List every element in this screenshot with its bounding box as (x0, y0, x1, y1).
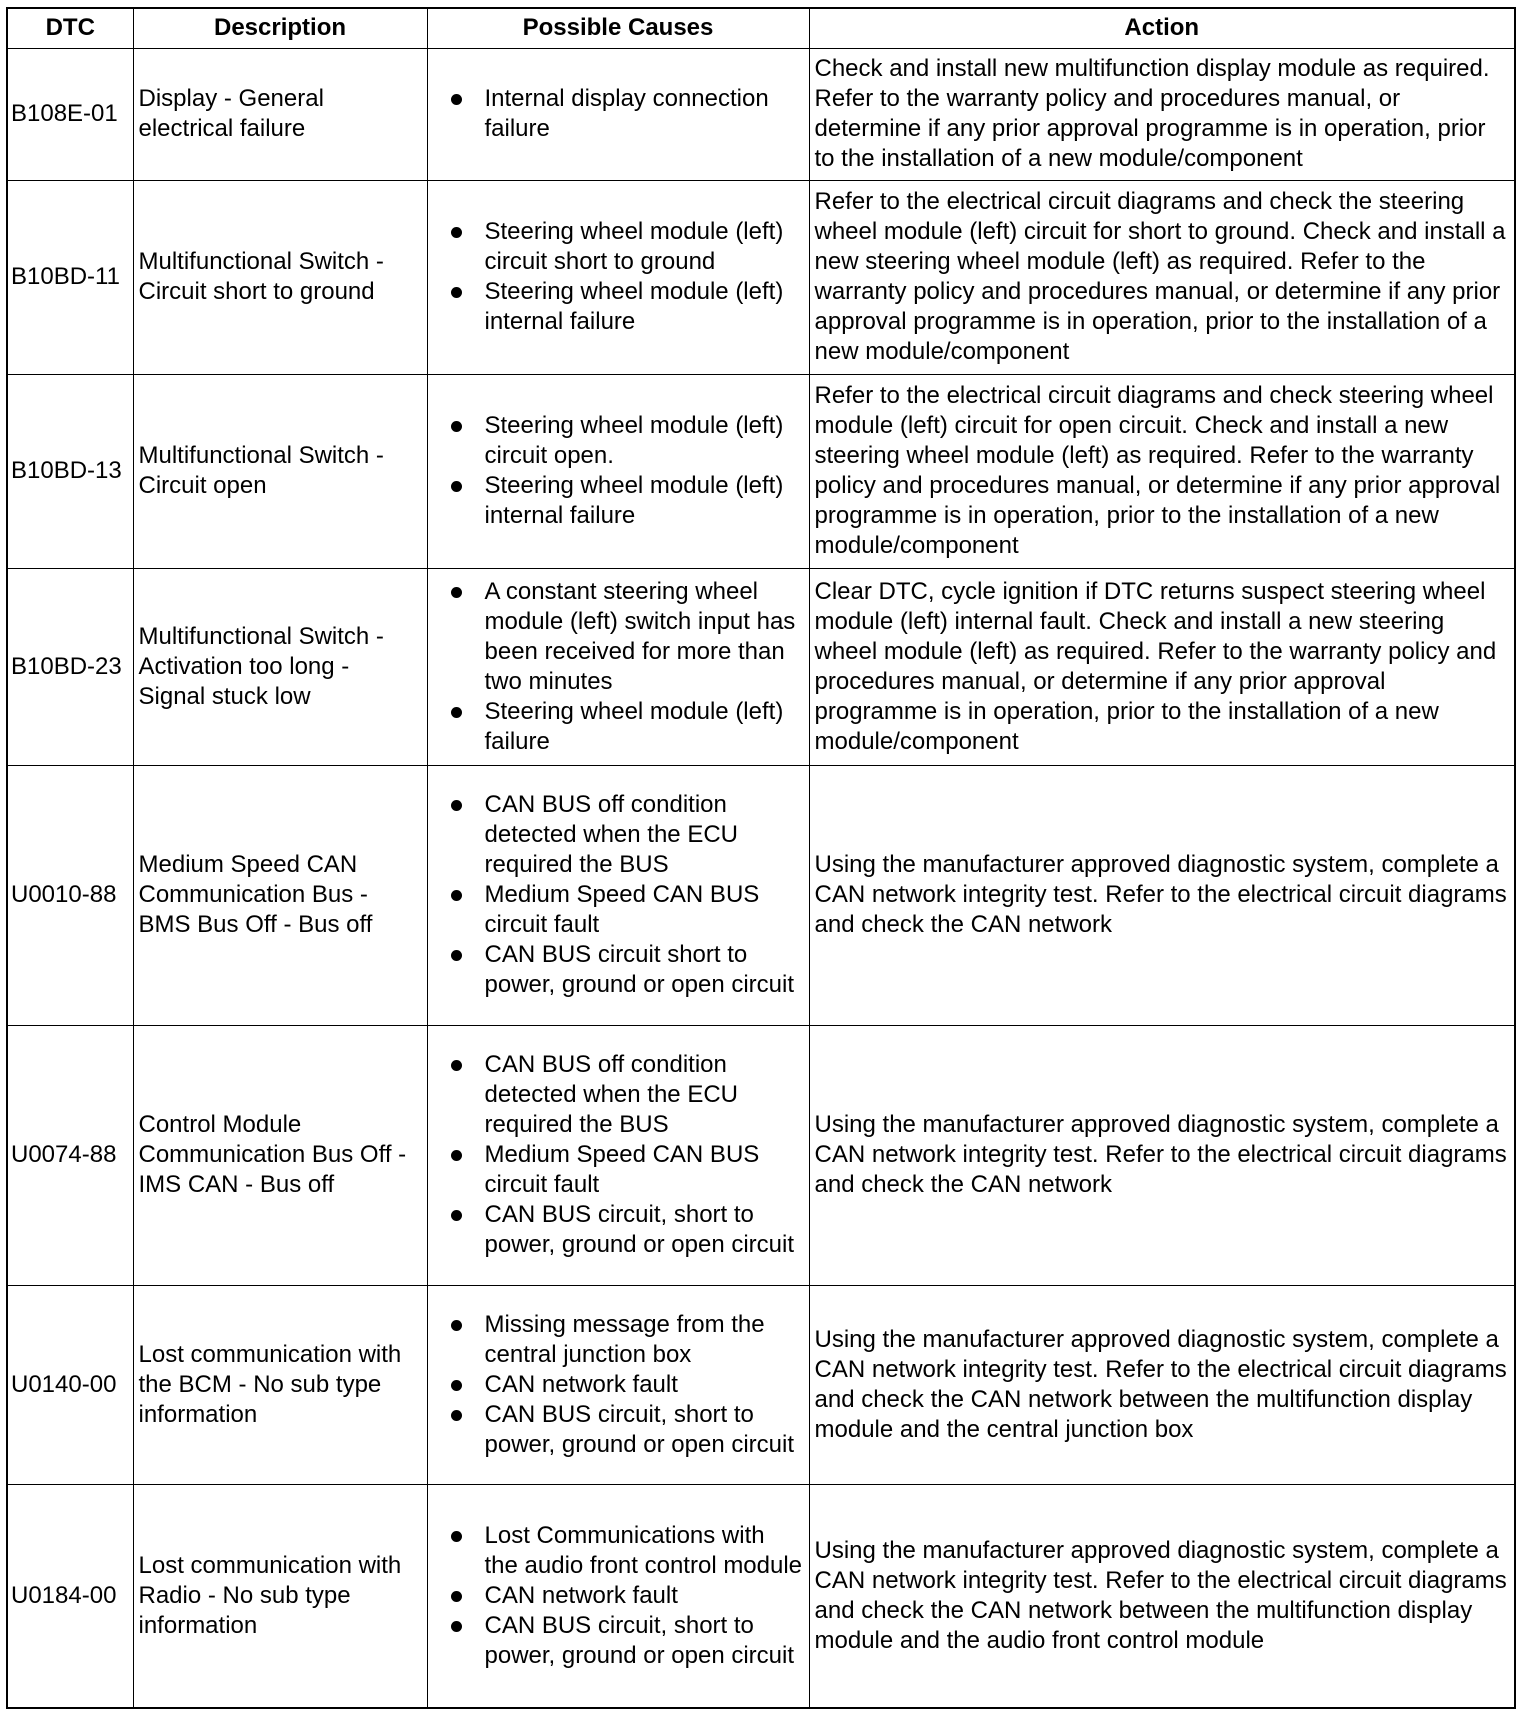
action-cell: Using the manufacturer approved diagnostic system, complete a CAN network integrity test. Refer to the electrical circuit diagrams and check the CAN network between the multifunction display module and the audio front control module (809, 1484, 1515, 1708)
action-cell: Using the manufacturer approved diagnostic system, complete a CAN network integrity test. Refer to the electrical circuit diagrams and check the CAN network (809, 765, 1515, 1025)
cause-item: Steering wheel module (left) failure (485, 697, 804, 757)
causes-list (433, 1521, 804, 1671)
action-cell: Clear DTC, cycle ignition if DTC returns suspect steering wheel module (left) internal fault. Check and install a new steering wheel module (left) as required. Refer to the warranty policy and procedures manual, or determine if any prior approval programme is in operation, prior to the installation of a new module/component (809, 568, 1515, 765)
header-dtc: DTC (7, 8, 133, 48)
table-body (7, 48, 1515, 1708)
cause-item: CAN BUS circuit short to power, ground or open circuit (485, 940, 804, 1000)
causes-cell (427, 1285, 809, 1484)
causes-cell (427, 374, 809, 568)
causes-list (433, 217, 804, 337)
cause-item: Internal display connection failure (485, 84, 804, 144)
cause-item: Steering wheel module (left) circuit open. (485, 411, 804, 471)
causes-cell (427, 48, 809, 180)
dtc-table (6, 7, 1516, 1709)
causes-cell (427, 180, 809, 374)
dtc-code: B10BD-11 (7, 180, 133, 374)
description-cell: Multifunctional Switch - Circuit short to ground (133, 180, 427, 374)
action-cell: Using the manufacturer approved diagnostic system, complete a CAN network integrity test. Refer to the electrical circuit diagrams and check the CAN network between the multifunction display module and the central junction box (809, 1285, 1515, 1484)
causes-cell (427, 1025, 809, 1285)
cause-item: Missing message from the central junction box (485, 1310, 804, 1370)
cause-item: Lost Communications with the audio front control module (484, 1521, 803, 1579)
description-cell: Lost communication with the BCM - No sub type information (133, 1285, 427, 1484)
table-row (7, 180, 1515, 374)
dtc-code: U0074-88 (7, 1025, 133, 1285)
cause-item: Medium Speed CAN BUS circuit fault (485, 880, 804, 940)
causes-list (433, 790, 804, 1000)
dtc-code: B108E-01 (7, 48, 133, 180)
dtc-code: U0010-88 (7, 765, 133, 1025)
table-row (7, 568, 1515, 765)
cause-item: A constant steering wheel module (left) switch input has been received for more than two minutes (485, 577, 804, 697)
causes-list (433, 577, 804, 757)
description-cell: Control Module Communication Bus Off - IMS CAN - Bus off (133, 1025, 427, 1285)
action-cell: Refer to the electrical circuit diagrams and check steering wheel module (left) circuit for open circuit. Check and install a new steering wheel module (left) as required. Refer to the warranty policy and procedures manual, or determine if any prior approval programme is in operation, prior to the installation of a new module/component (809, 374, 1515, 568)
cause-item: CAN BUS off condition detected when the ECU required the BUS (485, 790, 804, 880)
dtc-code: B10BD-23 (7, 568, 133, 765)
cause-item: CAN BUS circuit, short to power, ground or open circuit (485, 1611, 804, 1671)
causes-list (433, 1050, 804, 1260)
cause-item: CAN BUS off condition detected when the ECU required the BUS (485, 1050, 804, 1140)
action-cell: Refer to the electrical circuit diagrams and check the steering wheel module (left) circuit for short to ground. Check and install a new steering wheel module (left) as required. Refer to the warranty policy and procedures manual, or determine if any prior approval programme is in operation, prior to the installation of a new module/component (809, 180, 1515, 374)
cause-item: CAN BUS circuit, short to power, ground or open circuit (485, 1200, 804, 1260)
causes-cell (427, 1484, 809, 1708)
causes-list (433, 1310, 804, 1460)
header-possible-causes: Possible Causes (427, 8, 809, 48)
description-cell: Display - General electrical failure (133, 48, 427, 180)
cause-item: CAN network fault (485, 1581, 804, 1611)
causes-list (433, 84, 804, 144)
header-row (7, 8, 1515, 48)
table-row (7, 765, 1515, 1025)
causes-list (433, 411, 804, 531)
action-cell: Check and install new multifunction display module as required. Refer to the warranty policy and procedures manual, or determine if any prior approval programme is in operation, prior to the installation of a new module/component (809, 48, 1515, 180)
causes-cell (427, 568, 809, 765)
table-row (7, 1025, 1515, 1285)
cause-item: Steering wheel module (left) circuit short to ground (485, 217, 804, 277)
cause-item: Steering wheel module (left) internal failure (485, 277, 804, 337)
dtc-code: B10BD-13 (7, 374, 133, 568)
cause-item: CAN BUS circuit, short to power, ground or open circuit (485, 1400, 804, 1460)
table-row (7, 48, 1515, 180)
cause-item: Steering wheel module (left) internal failure (485, 471, 804, 531)
table-row (7, 1285, 1515, 1484)
causes-cell (427, 765, 809, 1025)
dtc-code: U0140-00 (7, 1285, 133, 1484)
header-action: Action (809, 8, 1515, 48)
cause-item: Medium Speed CAN BUS circuit fault (485, 1140, 804, 1200)
description-cell: Lost communication with Radio - No sub type information (133, 1484, 427, 1708)
cause-item: CAN network fault (485, 1370, 804, 1400)
header-description: Description (133, 8, 427, 48)
table-row (7, 1484, 1515, 1708)
description-cell: Multifunctional Switch - Circuit open (133, 374, 427, 568)
description-cell: Multifunctional Switch - Activation too long - Signal stuck low (133, 568, 427, 765)
description-cell: Medium Speed CAN Communication Bus - BMS Bus Off - Bus off (133, 765, 427, 1025)
dtc-code: U0184-00 (7, 1484, 133, 1708)
action-cell: Using the manufacturer approved diagnostic system, complete a CAN network integrity test. Refer to the electrical circuit diagrams and check the CAN network (809, 1025, 1515, 1285)
table-row (7, 374, 1515, 568)
